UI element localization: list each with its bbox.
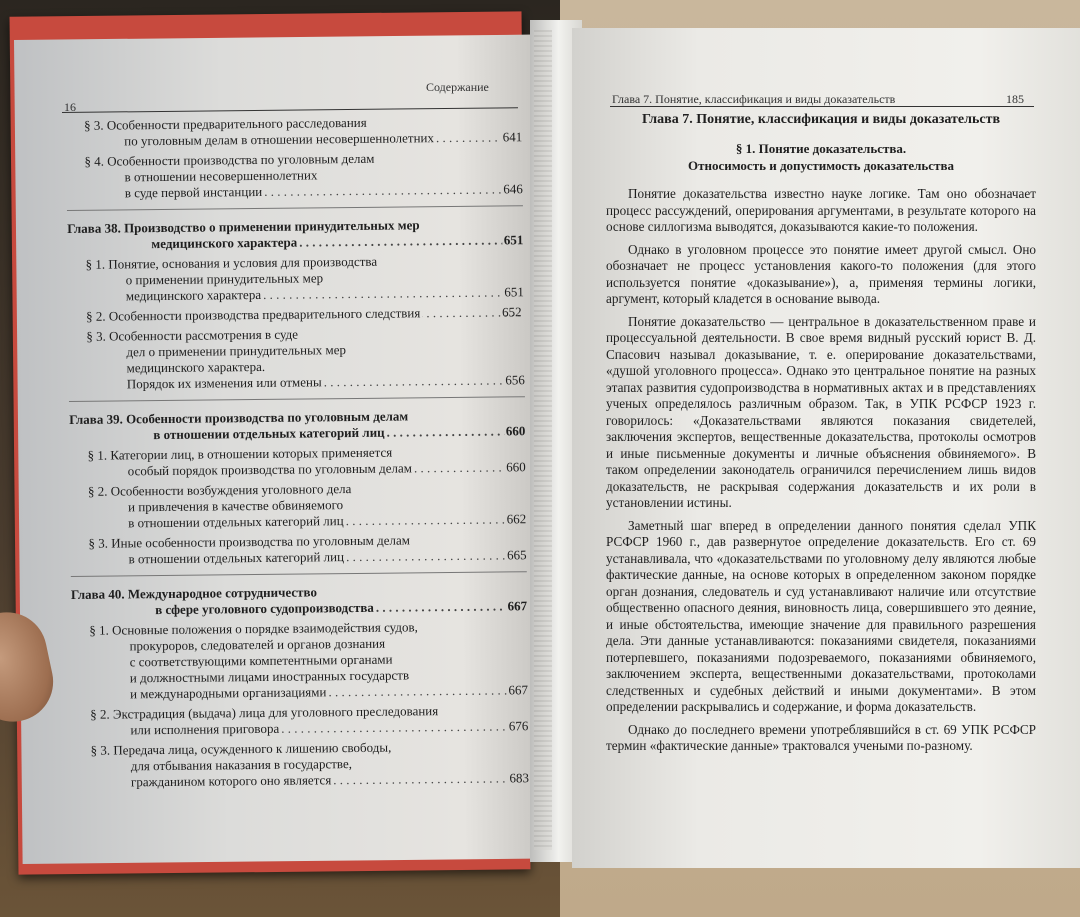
toc-page-number: 662 <box>506 511 527 527</box>
toc-section <box>68 324 525 393</box>
toc-leader-dots <box>299 232 502 250</box>
toc-line-text: особый порядок производства по уголовным делам <box>127 460 413 479</box>
toc-separator <box>71 571 527 577</box>
toc-line-text: или исполнения приговора <box>130 720 280 738</box>
toc-line <box>85 181 523 202</box>
toc-page-number: 667 <box>507 598 528 614</box>
toc-line-text: медицинского характера. <box>126 358 266 376</box>
toc-leader-dots <box>414 459 504 476</box>
toc-line-text: и международными организациями <box>129 684 327 702</box>
toc-leader-dots <box>333 770 507 788</box>
page-stack-edge <box>534 30 552 850</box>
toc-page-number: 676 <box>508 718 529 734</box>
paragraph: Понятие доказательства известно науке логике. Там оно обозначает процесс рассуждений, оперирования аргументами, в результате которого на основе силлогизма выводятся, доказываются какие-то положения. <box>606 186 1036 234</box>
toc-line-text: § 3. Особенности рассмотрения в суде <box>86 326 299 344</box>
toc-line-text: § 3. Иные особенности производства по уголовным делам <box>88 532 411 551</box>
toc-section <box>67 252 523 305</box>
toc-page-number: 651 <box>503 232 524 248</box>
toc-line-text: Глава 38. Производство о применении принудительных мер <box>67 217 420 236</box>
toc-line-text: в отношении отдельных категорий лиц <box>128 513 344 531</box>
toc-chapter <box>69 407 525 444</box>
toc-line-text: в сфере уголовного судопроизводства <box>155 599 374 618</box>
paragraph: Заметный шаг вперед в определении данного понятия сделал УПК РСФСР 1960 г., дав развернутое определение доказательств. Его ст. 69 устанавливала, что «доказательствами по уголовному делу являются любые фактические данные, на основе которых в определенном законом порядке орган дознания, следователь и суд устанавливают наличие или отсутствие общественно опасного деяния, виновность лица, совершившего это деяние, и иные обстоятельства, имеющие значение для правильного разрешения дела. Эти данные устанавливаются: показаниями свидетеля, показаниями потерпевшего, показаниями подозреваемого, показаниями обвиняемого, заключением эксперта, вещественными доказательствами, протоколами следственных и судебных действий и иными документами». В этом определении раскрывались и содержание, и форма доказательств. <box>606 517 1036 714</box>
right-page-header: Глава 7. Понятие, классификация и виды доказательств <box>612 92 896 106</box>
toc-leader-dots <box>328 682 506 700</box>
toc-leader-dots <box>263 284 502 303</box>
toc-section <box>70 479 526 532</box>
toc-section <box>71 618 528 703</box>
toc-leader-dots <box>264 181 501 199</box>
toc-line <box>88 459 526 480</box>
toc-leader-dots <box>346 511 505 529</box>
toc-page-number: 651 <box>504 284 524 300</box>
toc-line-text: прокуроров, следователей и органов дознания <box>129 635 386 654</box>
toc-page-number: 665 <box>507 547 527 563</box>
toc-leader-dots <box>436 129 501 146</box>
toc-section <box>66 113 522 150</box>
toc-line <box>84 129 522 150</box>
toc-line <box>86 284 524 305</box>
toc-page-number: 641 <box>502 129 523 145</box>
toc-page-number: 646 <box>503 181 523 197</box>
toc-line-text: медицинского характера <box>125 286 262 304</box>
table-of-contents <box>66 113 529 795</box>
toc-line-text: § 4. Особенности производства по уголовным делам <box>84 150 375 169</box>
toc-chapter <box>71 582 527 619</box>
toc-line <box>91 770 529 791</box>
toc-line-text: о применении принудительных мер <box>125 270 324 288</box>
toc-separator <box>69 396 525 402</box>
toc-section <box>72 702 528 739</box>
toc-line-text: § 2. Особенности возбуждения уголовного дела <box>87 481 352 499</box>
toc-line-text: и привлечения в качестве обвиняемого <box>127 497 344 515</box>
toc-page-number: 656 <box>505 372 525 388</box>
toc-separator <box>67 205 523 211</box>
toc-line-text: § 1. Категории лиц, в отношении которых применяется <box>87 444 393 463</box>
paragraph: Однако до последнего времени употреблявшийся в ст. 69 УПК РСФСР термин «фактические данные» трактовался учеными по-разному. <box>606 721 1036 753</box>
toc-line <box>87 372 525 393</box>
toc-line-text: с соответствующими компетентными органами <box>129 651 393 670</box>
toc-line-text: дел о применении принудительных мер <box>126 342 347 360</box>
toc-line <box>89 547 527 568</box>
toc-line-text: и должностными лицами иностранных государств <box>129 667 410 686</box>
toc-page-number: 667 <box>508 682 529 698</box>
toc-section <box>70 531 526 568</box>
toc-line-text: § 2. Экстрадиция (выдача) лица для уголовного преследования <box>90 703 439 722</box>
toc-line-text: § 1. Понятие, основания и условия для производства <box>85 253 378 272</box>
toc-section <box>69 443 525 480</box>
section-title <box>606 140 1036 174</box>
toc-line-text: Глава 40. Международное сотрудничество <box>70 584 318 602</box>
section-title-line: § 1. Понятие доказательства. <box>735 141 907 156</box>
toc-section <box>66 149 522 202</box>
toc-line <box>90 682 528 703</box>
toc-leader-dots <box>281 718 507 736</box>
toc-line-text: медицинского характера <box>151 234 298 252</box>
toc-leader-dots <box>324 372 504 390</box>
toc-leader-dots <box>376 598 506 615</box>
toc-line-text: Глава 39. Особенности производства по уголовным делам <box>69 408 409 427</box>
toc-leader-dots <box>346 547 505 565</box>
toc-section <box>68 304 524 325</box>
toc-line-text: в отношении отдельных категорий лиц <box>128 549 345 567</box>
toc-line-text: в отношении отдельных категорий лиц <box>153 424 385 443</box>
toc-line-text: для отбывания наказания в государстве, <box>130 756 353 774</box>
right-page-number: 185 <box>1006 92 1024 106</box>
toc-chapter <box>67 216 523 253</box>
paragraph: Однако в уголовном процессе это понятие имеет другой смысл. Оно обозначает не процесс установления какого-то положения (для этого используется понятие «доказывание»), а, применяя термины логики, аргумент, который кладется в основание вывода. <box>606 241 1036 306</box>
toc-section <box>73 738 529 791</box>
toc-line-text: § 1. Основные положения о порядке взаимодействия судов, <box>89 619 418 638</box>
toc-line <box>90 718 528 739</box>
toc-line-text: в отношении несовершеннолетних <box>124 167 318 185</box>
toc-line-text: по уголовным делам в отношении несовершеннолетних <box>124 130 435 149</box>
paragraph: Понятие доказательство — центральное в доказательственном праве и процессуальной деятельности. В свое время видный русский юрист В. Д. Спасович называл доказывание, т. е. оперирование доказательствами, «душой уголовного процесса». Однако это центральное понятие на разных этапах развития судопроизводства в нормативных актах и в представлениях ученых определялось различным образом. Так, в УПК РСФСР 1923 г. говорилось: «Доказательствами являются показания свидетелей, заключения экспертов, вещественные доказательства, протоколы осмотров и иные письменные документы и личные объяснения обвиняемого». В таком определении законодатель ограничился перечислением лишь видов доказательств, не раскрывая содержания доказательств и их роли в установлении истины. <box>606 313 1036 510</box>
toc-leader-dots <box>387 423 504 440</box>
section-title-line: Относимость и допустимость доказательства <box>688 158 954 173</box>
toc-line-text: § 3. Особенности предварительного расследования <box>83 114 367 133</box>
toc-line-text: Порядок их изменения или отмены <box>126 374 322 392</box>
chapter-title: Глава 7. Понятие, классификация и виды доказательств <box>641 112 1001 127</box>
toc-line <box>88 511 526 532</box>
toc-page-number: 660 <box>506 459 526 475</box>
toc-page-number: 660 <box>505 423 526 439</box>
toc-line-text: гражданином которого оно является <box>130 772 332 790</box>
left-page-header: Содержание <box>426 80 489 94</box>
toc-line <box>86 304 524 325</box>
toc-line-text: § 3. Передача лица, осужденного к лишению свободы, <box>90 739 392 758</box>
right-page-body <box>606 90 1036 755</box>
left-page-number: 16 <box>64 100 76 114</box>
toc-page-number: 683 <box>509 770 530 786</box>
toc-line-text: § 2. Особенности производства предварительного следствия <box>85 305 421 324</box>
toc-line-text: в суде первой инстанции <box>124 183 263 201</box>
